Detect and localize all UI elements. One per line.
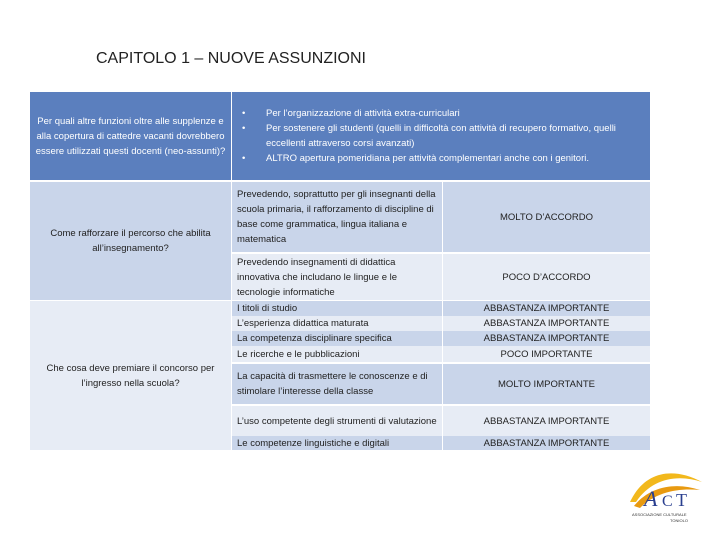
- answer-cell: [232, 316, 442, 331]
- bullet-list: [232, 106, 650, 166]
- answer-text: L’esperienza didattica maturata: [237, 318, 369, 329]
- bullet-item: • Per l’organizzazione di attività extra-curriculari: [232, 106, 650, 121]
- answer-text: Prevedendo insegnamenti di didattica innovativa che includano le lingue e le tecnologie informatiche: [237, 256, 398, 298]
- rating-text: ABBASTANZA IMPORTANTE: [483, 437, 610, 449]
- answer-text: Le competenze linguistiche e digitali: [237, 437, 390, 449]
- answer-cell: [232, 346, 442, 362]
- question-1-text: Per quali altre funzioni oltre alle supplenze e alla copertura di cattedre vacanti dovrebbero essere utilizzati questi docenti (neo-assunti)?: [35, 115, 226, 157]
- rating-cell: [443, 182, 650, 252]
- rating-cell: [443, 254, 650, 300]
- rating-text: MOLTO IMPORTANTE: [498, 378, 595, 390]
- answer-text: I titoli di studio: [237, 303, 298, 314]
- svg-text:ASSOCIAZIONE CULTURALE: ASSOCIAZIONE CULTURALE: [632, 512, 687, 517]
- svg-text:TONIOLO: TONIOLO: [670, 518, 688, 523]
- rating-cell: [443, 331, 650, 346]
- answer-cell: [232, 301, 442, 316]
- answer-text: Le ricerche e le pubblicazioni: [237, 348, 360, 360]
- question-2-text: Come rafforzare il percorso che abilita all’insegnamento?: [50, 228, 211, 254]
- question-cell-2: [30, 182, 231, 300]
- rating-cell: [443, 346, 650, 362]
- page-title: CAPITOLO 1 – NUOVE ASSUNZIONI: [96, 50, 366, 67]
- rating-cell: [443, 364, 650, 404]
- rating-text: ABBASTANZA IMPORTANTE: [483, 318, 610, 329]
- question-3-text: Che cosa deve premiare il concorso per l’ingresso nella scuola?: [46, 362, 215, 389]
- answer-cell: [232, 331, 442, 346]
- svg-text:C: C: [662, 493, 673, 510]
- answer-cell: [232, 182, 442, 252]
- rating-cell: [443, 301, 650, 316]
- rating-text: MOLTO D’ACCORDO: [499, 211, 594, 223]
- answer-text: L’uso competente degli strumenti di valutazione: [237, 415, 437, 427]
- act-logo: [626, 468, 706, 524]
- rating-text: ABBASTANZA IMPORTANTE: [483, 303, 610, 314]
- answer-cell: [232, 254, 442, 300]
- rating-text: ABBASTANZA IMPORTANTE: [483, 333, 610, 344]
- bullet-item: • ALTRO apertura pomeridiana per attività complementari anche con i genitori.: [232, 151, 650, 166]
- bullets-cell-1: [232, 92, 650, 180]
- answer-cell: [232, 406, 442, 436]
- rating-cell: [443, 436, 650, 450]
- question-cell-3: [30, 301, 231, 450]
- rating-text: POCO IMPORTANTE: [500, 348, 593, 360]
- answer-cell: [232, 436, 442, 450]
- bullet-item: • Per sostenere gli studenti (quelli in difficoltà con attività di recupero formativo, quelli eccellenti attraverso corsi avanzati): [232, 121, 650, 151]
- answer-text: La capacità di trasmettere le conoscenze e di stimolare l’interesse della classe: [237, 371, 428, 397]
- answer-cell: [232, 364, 442, 404]
- answer-text: La competenza disciplinare specifica: [237, 333, 392, 344]
- rating-text: ABBASTANZA IMPORTANTE: [483, 415, 610, 427]
- question-cell-1: [30, 92, 231, 180]
- rating-text: POCO D’ACCORDO: [502, 271, 591, 283]
- svg-text:A: A: [644, 486, 658, 511]
- rating-cell: [443, 316, 650, 331]
- answer-text: Prevedendo, soprattutto per gli insegnanti della scuola primaria, il rafforzamento di discipline di base come grammatica, lingua italiana e matematica: [237, 189, 436, 245]
- rating-cell: [443, 406, 650, 436]
- svg-text:T: T: [676, 490, 687, 510]
